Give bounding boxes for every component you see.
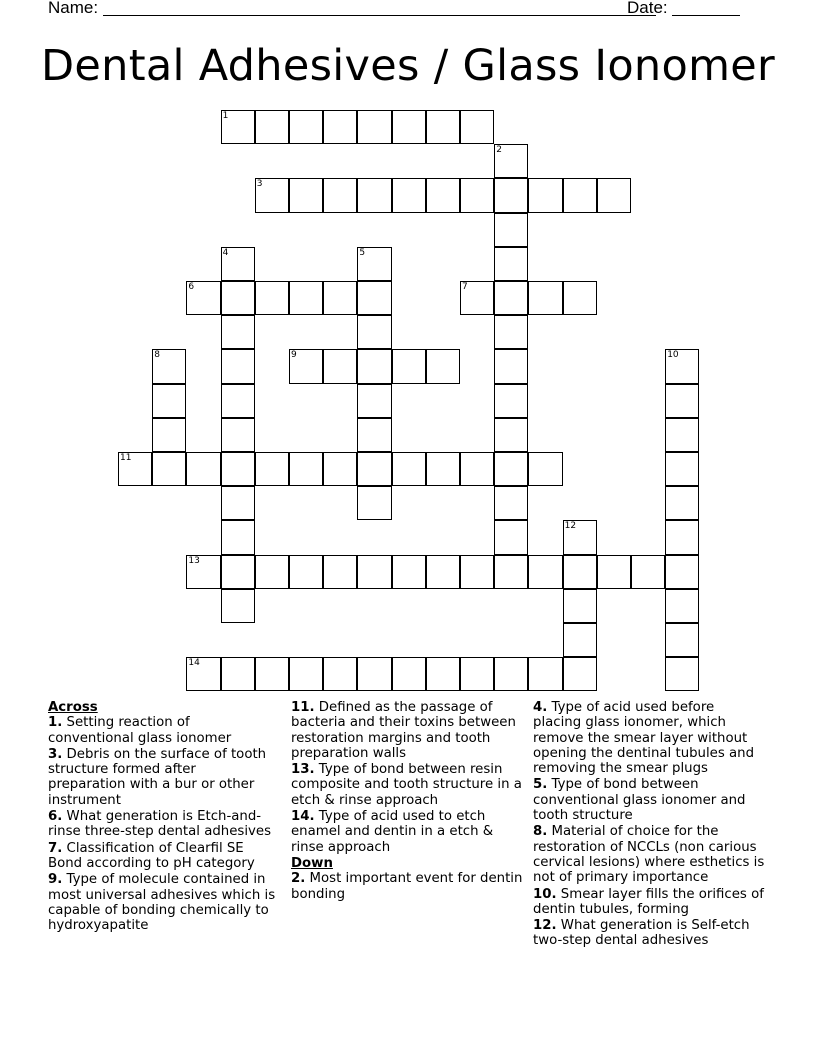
crossword-cell[interactable] bbox=[289, 178, 323, 212]
crossword-cell[interactable] bbox=[563, 178, 597, 212]
crossword-cell[interactable] bbox=[357, 384, 391, 418]
clue-text: Debris on the surface of tooth structure formed after preparation with a bur or other instrument bbox=[48, 746, 267, 808]
clue-number: 7. bbox=[48, 840, 63, 856]
crossword-cell[interactable] bbox=[426, 555, 460, 589]
clue-across-14 bbox=[291, 809, 523, 855]
crossword-cell[interactable] bbox=[289, 452, 323, 486]
crossword-cell[interactable] bbox=[152, 418, 186, 452]
crossword-cell[interactable] bbox=[255, 555, 289, 589]
across-heading: Across bbox=[48, 700, 98, 715]
crossword-cell[interactable] bbox=[186, 452, 220, 486]
crossword-cell[interactable] bbox=[494, 384, 528, 418]
crossword-cell[interactable] bbox=[494, 452, 528, 486]
clue-number: 8. bbox=[533, 824, 548, 840]
crossword-cell[interactable] bbox=[528, 281, 562, 315]
cell-number: 12 bbox=[564, 521, 577, 532]
crossword-cell[interactable] bbox=[323, 178, 357, 212]
crossword-cell[interactable] bbox=[460, 178, 494, 212]
crossword-cell[interactable] bbox=[460, 110, 494, 144]
crossword-cell[interactable] bbox=[392, 657, 426, 691]
crossword-cell[interactable] bbox=[289, 657, 323, 691]
crossword-cell[interactable] bbox=[357, 555, 391, 589]
clue-number: 11. bbox=[291, 700, 315, 715]
crossword-cell[interactable] bbox=[494, 144, 528, 178]
page-title: Dental Adhesives / Glass Ionomer bbox=[40, 41, 776, 91]
crossword-cell[interactable] bbox=[357, 247, 391, 281]
crossword-cell[interactable] bbox=[563, 555, 597, 589]
crossword-cell[interactable] bbox=[255, 452, 289, 486]
clue-text: Material of choice for the restoration of NCCLs (non carious cervical lesions) where esthetics is not of primary importance bbox=[533, 824, 765, 886]
crossword-cell[interactable] bbox=[221, 657, 255, 691]
clue-across-1 bbox=[48, 715, 276, 746]
clue-text: Type of molecule contained in most universal adhesives which is capable of bonding chemically to hydroxyapatite bbox=[48, 872, 276, 934]
clue-text: Classification of Clearfil SE Bond according to pH category bbox=[48, 840, 255, 871]
crossword-cell[interactable] bbox=[494, 657, 528, 691]
crossword-cell[interactable] bbox=[563, 520, 597, 554]
clue-text: What generation is Self-etch two-step dental adhesives bbox=[533, 918, 750, 949]
crossword-cell[interactable] bbox=[528, 555, 562, 589]
clue-across-7 bbox=[48, 841, 276, 872]
crossword-cell[interactable] bbox=[563, 281, 597, 315]
crossword-cell[interactable] bbox=[221, 589, 255, 623]
crossword-cell[interactable] bbox=[665, 657, 699, 691]
crossword-cell[interactable] bbox=[323, 349, 357, 383]
crossword-cell[interactable] bbox=[426, 349, 460, 383]
clue-across-13 bbox=[291, 762, 523, 808]
clue-across-11 bbox=[291, 700, 523, 761]
crossword-cell[interactable] bbox=[597, 178, 631, 212]
crossword-cell[interactable] bbox=[665, 452, 699, 486]
cell-number: 5 bbox=[359, 247, 366, 258]
crossword-cell[interactable] bbox=[528, 657, 562, 691]
crossword-cell[interactable] bbox=[392, 349, 426, 383]
cell-number: 14 bbox=[188, 658, 200, 669]
clue-number: 6. bbox=[48, 809, 63, 825]
crossword-cell[interactable] bbox=[152, 349, 186, 383]
crossword-cell[interactable] bbox=[563, 623, 597, 657]
crossword-cell[interactable] bbox=[357, 486, 391, 520]
crossword-cell[interactable] bbox=[255, 657, 289, 691]
down-heading: Down bbox=[291, 855, 333, 871]
clue-number: 2. bbox=[291, 871, 306, 887]
clue-down-10 bbox=[533, 887, 765, 918]
crossword-cell[interactable] bbox=[665, 418, 699, 452]
clue-text: Type of bond between resin composite and tooth structure in a etch & rinse approach bbox=[291, 762, 522, 808]
crossword-cell[interactable] bbox=[357, 657, 391, 691]
crossword-cell[interactable] bbox=[357, 452, 391, 486]
clue-text: Type of acid used to etch enamel and dentin in a etch & rinse approach bbox=[291, 809, 494, 855]
crossword-cell[interactable] bbox=[460, 555, 494, 589]
clue-number: 13. bbox=[291, 762, 315, 778]
crossword-cell[interactable] bbox=[289, 349, 323, 383]
clue-number: 10. bbox=[533, 886, 557, 902]
crossword-cell[interactable] bbox=[392, 555, 426, 589]
clue-text: Most important event for dentin bonding bbox=[291, 871, 523, 902]
crossword-cell[interactable] bbox=[494, 486, 528, 520]
crossword-cell[interactable] bbox=[221, 315, 255, 349]
cell-number: 11 bbox=[120, 453, 132, 463]
clue-number: 5. bbox=[533, 777, 548, 793]
crossword-cell[interactable] bbox=[494, 281, 528, 315]
crossword-cell[interactable] bbox=[631, 555, 665, 589]
clue-text: Defined as the passage of bacteria and their toxins between restoration margins and tooth preparation walls bbox=[291, 700, 516, 761]
clues-column-3 bbox=[533, 700, 765, 950]
cell-number: 7 bbox=[462, 282, 468, 292]
crossword-cell[interactable] bbox=[186, 281, 220, 315]
crossword-cell[interactable] bbox=[494, 178, 528, 212]
crossword-cell[interactable] bbox=[426, 178, 460, 212]
crossword-cell[interactable] bbox=[357, 349, 391, 383]
clue-number: 14. bbox=[291, 809, 315, 825]
clue-text: Type of acid used before placing glass ionomer, which remove the smear layer without opening the dentinal tubules and removing the smear plugs bbox=[533, 700, 755, 777]
cell-number: 9 bbox=[291, 350, 297, 361]
clue-across-6 bbox=[48, 809, 276, 840]
crossword-cell[interactable] bbox=[563, 657, 597, 691]
crossword-cell[interactable] bbox=[665, 520, 699, 554]
crossword-cell[interactable] bbox=[597, 555, 631, 589]
crossword-cell[interactable] bbox=[357, 418, 391, 452]
crossword-cell[interactable] bbox=[494, 520, 528, 554]
clue-down-2 bbox=[291, 871, 523, 902]
crossword-cell[interactable] bbox=[186, 657, 220, 691]
crossword-cell[interactable] bbox=[665, 384, 699, 418]
crossword-cell[interactable] bbox=[221, 281, 255, 315]
crossword-cell[interactable] bbox=[357, 110, 391, 144]
crossword-cell[interactable] bbox=[221, 486, 255, 520]
clues-column-2 bbox=[291, 700, 523, 903]
crossword-cell[interactable] bbox=[494, 349, 528, 383]
crossword-cell[interactable] bbox=[221, 384, 255, 418]
clue-number: 3. bbox=[48, 746, 63, 762]
crossword-cell[interactable] bbox=[494, 555, 528, 589]
crossword-cell[interactable] bbox=[392, 178, 426, 212]
crossword-cell[interactable] bbox=[665, 623, 699, 657]
crossword-cell[interactable] bbox=[323, 281, 357, 315]
crossword-cell[interactable] bbox=[665, 555, 699, 589]
clue-text: Type of bond between conventional glass ionomer and tooth structure bbox=[533, 777, 746, 824]
clues-column-1 bbox=[48, 700, 276, 934]
clue-number: 12. bbox=[533, 918, 557, 934]
crossword-cell[interactable] bbox=[665, 486, 699, 520]
clue-down-12 bbox=[533, 918, 765, 949]
crossword-cell[interactable] bbox=[221, 520, 255, 554]
cell-number: 1 bbox=[222, 111, 229, 121]
crossword-cell[interactable] bbox=[118, 452, 152, 486]
crossword-cell[interactable] bbox=[426, 657, 460, 691]
crossword-cell[interactable] bbox=[255, 281, 289, 315]
clue-down-8 bbox=[533, 824, 765, 885]
clue-across-9 bbox=[48, 872, 276, 933]
crossword-cell[interactable] bbox=[460, 281, 494, 315]
clue-number: 1. bbox=[48, 715, 63, 731]
crossword-cell[interactable] bbox=[426, 452, 460, 486]
clue-text: Setting reaction of conventional glass ionomer bbox=[48, 715, 232, 746]
crossword-cell[interactable] bbox=[528, 452, 562, 486]
crossword-cell[interactable] bbox=[289, 281, 323, 315]
crossword-cell[interactable] bbox=[563, 589, 597, 623]
crossword-cell[interactable] bbox=[221, 110, 255, 144]
crossword-cell[interactable] bbox=[494, 418, 528, 452]
clue-number: 4. bbox=[533, 700, 548, 715]
crossword-cell[interactable] bbox=[357, 178, 391, 212]
crossword-cell[interactable] bbox=[323, 657, 357, 691]
crossword-cell[interactable] bbox=[460, 657, 494, 691]
crossword-cell[interactable] bbox=[494, 247, 528, 281]
clue-number: 9. bbox=[48, 872, 63, 888]
crossword-cell[interactable] bbox=[665, 589, 699, 623]
crossword-cell[interactable] bbox=[323, 110, 357, 144]
clue-across-3 bbox=[48, 747, 276, 808]
crossword-cell[interactable] bbox=[221, 247, 255, 281]
clue-down-4 bbox=[533, 700, 765, 776]
crossword-cell[interactable] bbox=[528, 178, 562, 212]
crossword-cell[interactable] bbox=[494, 213, 528, 247]
cell-number: 8 bbox=[154, 350, 160, 361]
crossword-cell[interactable] bbox=[221, 349, 255, 383]
crossword-cell[interactable] bbox=[426, 110, 460, 144]
crossword-cell[interactable] bbox=[357, 315, 391, 349]
clue-text: Smear layer fills the orifices of dentin tubules, forming bbox=[533, 886, 764, 917]
crossword-cell[interactable] bbox=[460, 452, 494, 486]
cell-number: 2 bbox=[496, 145, 502, 156]
crossword-cell[interactable] bbox=[186, 555, 220, 589]
clue-text: What generation is Etch-and-rinse three-step dental adhesives bbox=[48, 809, 272, 840]
crossword-cell[interactable] bbox=[221, 555, 255, 589]
crossword-cell[interactable] bbox=[665, 349, 699, 383]
crossword-cell[interactable] bbox=[357, 281, 391, 315]
crossword-cell[interactable] bbox=[392, 452, 426, 486]
name-label: Name: bbox=[48, 0, 99, 17]
crossword-cell[interactable] bbox=[323, 555, 357, 589]
crossword-cell[interactable] bbox=[289, 555, 323, 589]
crossword-cell[interactable] bbox=[392, 110, 426, 144]
crossword-cell[interactable] bbox=[152, 452, 186, 486]
date-label: Date: bbox=[627, 0, 668, 17]
crossword-cell[interactable] bbox=[255, 178, 289, 212]
cell-number: 10 bbox=[667, 350, 679, 361]
crossword-cell[interactable] bbox=[152, 384, 186, 418]
crossword-cell[interactable] bbox=[255, 110, 289, 144]
cell-number: 6 bbox=[188, 282, 195, 292]
crossword-cell[interactable] bbox=[323, 452, 357, 486]
crossword-cell[interactable] bbox=[494, 315, 528, 349]
crossword-cell[interactable] bbox=[289, 110, 323, 144]
cell-number: 3 bbox=[256, 179, 263, 190]
crossword-cell[interactable] bbox=[221, 418, 255, 452]
cell-number: 4 bbox=[222, 247, 229, 258]
clue-down-5 bbox=[533, 777, 765, 823]
cell-number: 13 bbox=[188, 555, 200, 566]
crossword-cell[interactable] bbox=[221, 452, 255, 486]
